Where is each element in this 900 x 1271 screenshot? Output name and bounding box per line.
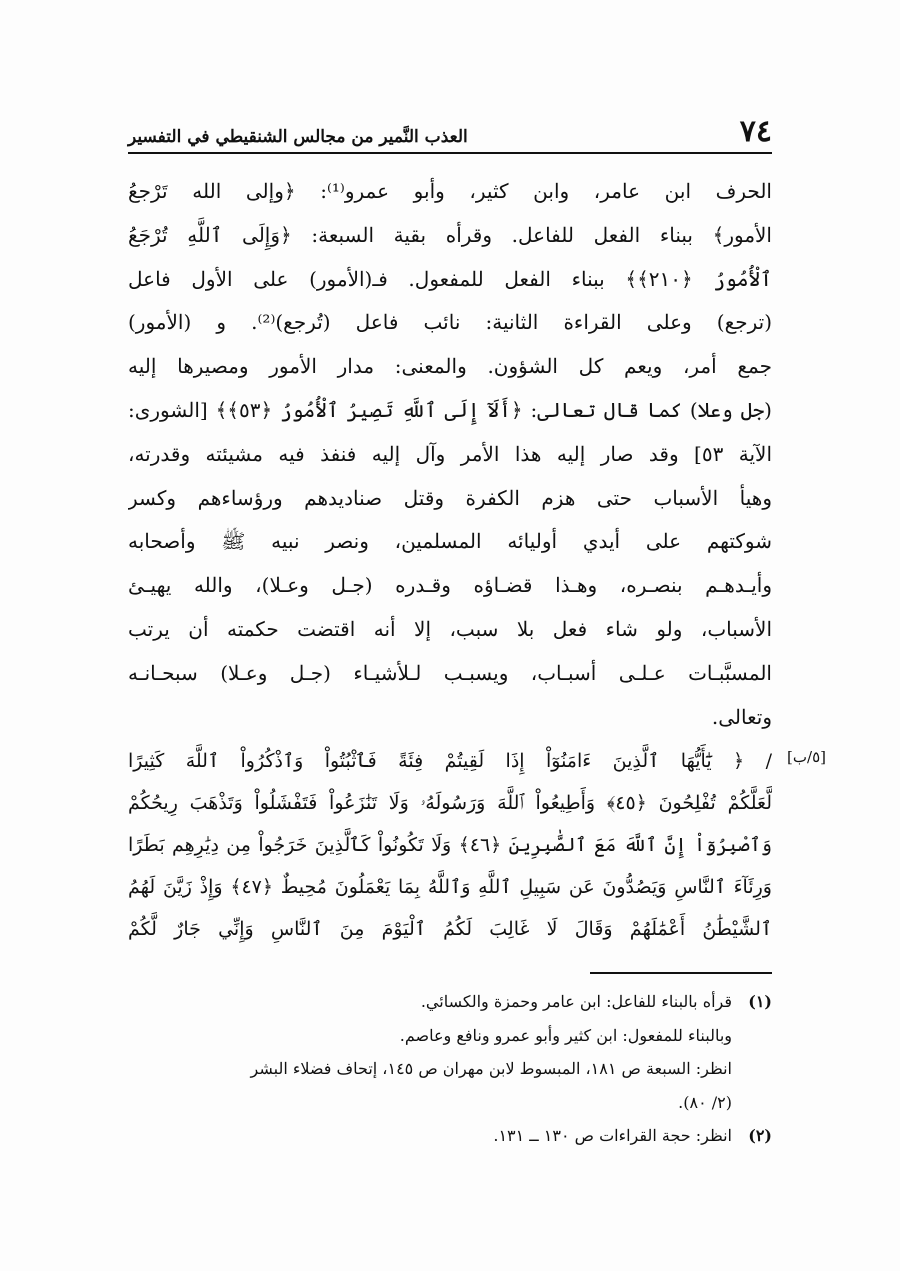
page-header xyxy=(128,110,772,150)
footnote-text: انظر: السبعة ص ١٨١، المبسوط لابن مهران ص ١٤٥، إتحاف فضلاء البشر xyxy=(250,1059,732,1078)
header-rule xyxy=(128,152,772,154)
text-line: (جل وعلا) كما قال تعالى: ﴿أَلَآ إِلَى ٱللَّهِ تَصِيرُ ٱلْأُمُورُ ﴿٥٣﴾﴾ [الشورى: xyxy=(128,397,772,422)
verse-line: وَرِئَآءَ ٱلنَّاسِ وَيَصُدُّونَ عَن سَبِيلِ ٱللَّهِ وَٱللَّهُ بِمَا يَعْمَلُونَ مُحِيطٌ ﴿٤٧﴾ وَإِذْ زَيَّنَ لَهُمُ xyxy=(128,876,772,898)
manuscript-folio-marker: [٥/ب] xyxy=(787,748,826,766)
footnote-text: انظر: حجة القراءات ص ١٣٠ ــ ١٣١. xyxy=(493,1126,732,1145)
text-line: الأمور﴾ ببناء الفعل للفاعل. وقرأه بقية السبعة: ﴿وَإِلَى ٱللَّهِ تُرْجَعُ xyxy=(128,222,772,247)
footnote-line xyxy=(128,985,772,1019)
text-line: الآية ٥٣] وقد صار إليه هذا الأمر وآل إليه فنفذ فيه مشيئته وقدرته، xyxy=(128,441,772,466)
footnote-line xyxy=(128,1019,772,1053)
footnotes xyxy=(128,985,772,1153)
quran-verses-block xyxy=(128,740,772,950)
footnote-line xyxy=(128,1119,772,1153)
footnote-rule xyxy=(590,972,772,974)
footnote-number: (١) xyxy=(748,992,772,1011)
verse-line: ٱلشَّيْطَٰنُ أَعْمَٰلَهُمْ وَقَالَ لَا غَالِبَ لَكُمُ ٱلْيَوْمَ مِنَ ٱلنَّاسِ وَإِنِّي جَارٌ لَّكُمْ xyxy=(128,918,772,940)
footnote-number: (٢) xyxy=(748,1126,772,1145)
text-line: الحرف ابن عامر، وابن كثير، وأبو عمرو⁽¹⁾: ﴿وإلى الله تَرْجعُ xyxy=(128,179,772,203)
verse-line: / ﴿ يَٰٓأَيُّهَا ٱلَّذِينَ ءَامَنُوٓاْ إِذَا لَقِيتُمْ فِئَةً فَٱثْبُتُواْ وَٱذْكُرُواْ ٱللَّهَ كَثِيرًا xyxy=(128,750,772,772)
verse-line: لَّعَلَّكُمْ تُفْلِحُونَ ﴿٤٥﴾ وَأَطِيعُواْ ٱللَّهَ وَرَسُولَهُۥ وَلَا تَنَٰزَعُواْ فَتَفْشَلُواْ وَتَذْهَبَ رِيحُكُمْ xyxy=(128,792,772,814)
footnote-text: قرأه بالبناء للفاعل: ابن عامر وحمزة والكسائي. xyxy=(420,992,732,1011)
text-line: (ترجع) وعلى القراءة الثانية: نائب فاعل (تُرجع)⁽²⁾. و (الأمور) xyxy=(128,310,772,335)
page-number: ٧٤ xyxy=(739,114,772,149)
main-text xyxy=(128,170,772,739)
text-line: وتعالى. xyxy=(711,704,772,729)
footnote-line xyxy=(128,1052,772,1086)
footnote-text: (٢/ ٨٠). xyxy=(678,1092,732,1112)
text-line: المسبَّبـات عـلـى أسبـاب، ويسبـب لـلأشيـاء (جـل وعـلا) سبحـانـه xyxy=(128,660,772,685)
text-line: شوكتهم على أيدي أوليائه المسلمين، ونصر نبيه ﷺ وأصحابه xyxy=(128,529,772,554)
footnote-text: وبالبناء للمفعول: ابن كثير وأبو عمرو ونافع وعاصم. xyxy=(399,1025,732,1045)
text-line: وهيأ الأسباب حتى هزم الكفرة وقتل صناديدهم ورؤساءهم وكسر xyxy=(128,485,772,510)
verse-line: وَٱصْبِرُوٓاْ إِنَّ ٱللَّهَ مَعَ ٱلصَّٰبِرِينَ ﴿٤٦﴾ وَلَا تَكُونُواْ كَٱلَّذِينَ خَرَجُواْ مِن دِيَٰرِهِم بَطَرًا xyxy=(128,834,772,856)
text-line: الأسباب، ولو شاء فعل بلا سبب، إلا أنه اقتضت حكمته أن يرتب xyxy=(128,616,772,641)
running-title: العذب النَّمير من مجالس الشنقيطي في التفسير xyxy=(128,127,468,147)
text-line: وأيـدهـم بنصـره، وهـذا قضـاؤه وقـدره (جـل وعـلا)، والله يهيـئ xyxy=(128,573,772,598)
footnote-line xyxy=(128,1086,772,1120)
text-line: ٱلْأُمُورُ ﴿٢١٠﴾﴾ ببناء الفعل للمفعول. فـ(الأمور) على الأول فاعل xyxy=(128,266,772,291)
text-line: جمع أمر، ويعم كل الشؤون. والمعنى: مدار الأمور ومصيرها إليه xyxy=(128,354,772,379)
